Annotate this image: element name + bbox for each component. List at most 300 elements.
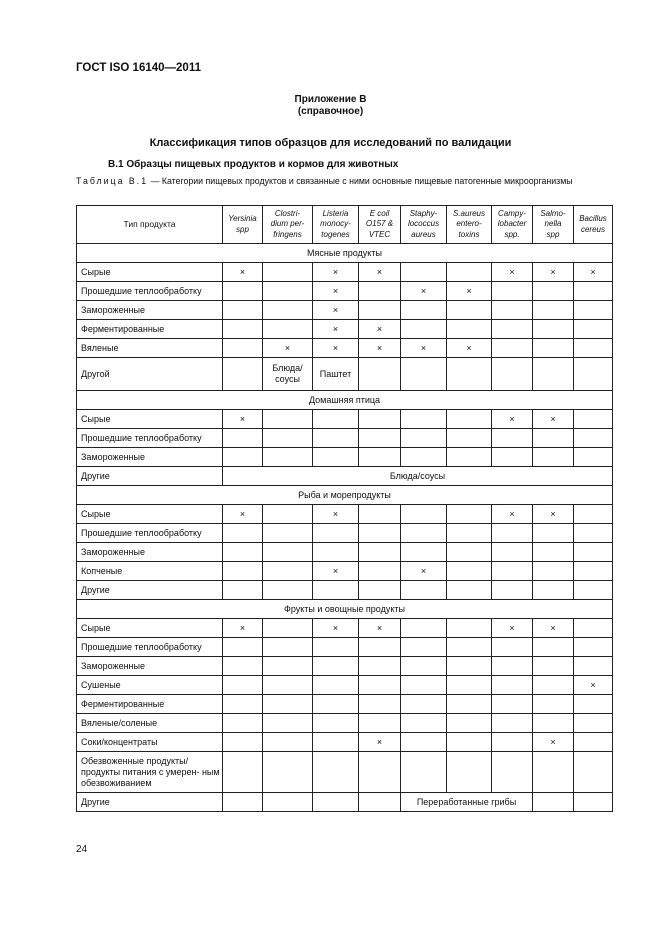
column-header-pathogen <box>574 206 613 244</box>
presence-mark-cell: × <box>533 733 574 752</box>
table-row <box>77 714 613 733</box>
presence-mark-cell: × <box>223 410 263 429</box>
presence-mark-cell: × <box>401 339 447 358</box>
empty-cell <box>263 695 313 714</box>
presence-mark-cell: × <box>492 263 533 282</box>
empty-cell <box>313 793 359 812</box>
empty-cell <box>263 448 313 467</box>
table-row <box>77 410 613 429</box>
presence-mark-cell: × <box>574 676 613 695</box>
empty-cell <box>359 638 401 657</box>
empty-cell <box>574 695 613 714</box>
column-header-line: O157 & <box>365 219 394 229</box>
pathogen-table <box>76 205 613 812</box>
empty-cell <box>223 429 263 448</box>
table-row <box>77 301 613 320</box>
empty-cell <box>533 543 574 562</box>
empty-cell <box>359 524 401 543</box>
table-caption <box>76 176 616 187</box>
column-header-line: S.aureus <box>452 208 486 218</box>
empty-cell <box>223 282 263 301</box>
empty-cell <box>223 714 263 733</box>
table-row <box>77 562 613 581</box>
column-header-pathogen <box>223 206 263 244</box>
spanning-note-cell: Блюда/соусы <box>223 467 613 486</box>
presence-mark-cell: × <box>313 263 359 282</box>
empty-cell <box>447 562 492 581</box>
presence-mark-cell: × <box>447 282 492 301</box>
column-header-line: Staphy- <box>409 208 438 218</box>
column-header-line: spp <box>546 229 560 239</box>
presence-mark-cell: × <box>401 282 447 301</box>
annex-heading <box>0 94 661 118</box>
product-type-cell: Замороженные <box>77 448 223 467</box>
presence-mark-cell: × <box>263 339 313 358</box>
empty-cell <box>574 562 613 581</box>
empty-cell <box>574 543 613 562</box>
empty-cell <box>447 581 492 600</box>
product-type-cell: Сырые <box>77 263 223 282</box>
empty-cell <box>447 619 492 638</box>
column-header-line: nella <box>544 219 562 229</box>
table-row <box>77 448 613 467</box>
product-type-cell: Сырые <box>77 505 223 524</box>
empty-cell <box>263 562 313 581</box>
empty-cell <box>263 410 313 429</box>
empty-cell <box>313 676 359 695</box>
column-header-line: fringens <box>273 229 302 239</box>
empty-cell <box>401 657 447 676</box>
empty-cell <box>401 505 447 524</box>
column-header-pathogen <box>359 206 401 244</box>
empty-cell <box>359 282 401 301</box>
empty-cell <box>401 320 447 339</box>
empty-cell <box>401 619 447 638</box>
empty-cell <box>447 320 492 339</box>
column-header-line: spp. <box>504 229 520 239</box>
empty-cell <box>263 301 313 320</box>
empty-cell <box>263 657 313 676</box>
empty-cell <box>492 524 533 543</box>
presence-mark-cell: × <box>359 263 401 282</box>
empty-cell <box>401 358 447 391</box>
product-type-cell: Замороженные <box>77 301 223 320</box>
empty-cell <box>401 543 447 562</box>
empty-cell <box>533 301 574 320</box>
empty-cell <box>401 695 447 714</box>
empty-cell <box>223 358 263 391</box>
empty-cell <box>533 752 574 793</box>
page-number: 24 <box>76 844 88 855</box>
empty-cell <box>533 320 574 339</box>
group-title: Рыба и морепродукты <box>77 486 613 505</box>
empty-cell <box>574 752 613 793</box>
empty-cell <box>223 448 263 467</box>
presence-mark-cell: × <box>533 410 574 429</box>
empty-cell <box>313 657 359 676</box>
empty-cell <box>223 562 263 581</box>
product-type-cell: Вяленые/соленые <box>77 714 223 733</box>
product-type-cell: Вяленые <box>77 339 223 358</box>
group-title: Домашняя птица <box>77 391 613 410</box>
empty-cell <box>492 638 533 657</box>
empty-cell <box>313 429 359 448</box>
presence-mark-cell: × <box>359 320 401 339</box>
column-header-line: VTEC <box>368 229 391 239</box>
empty-cell <box>313 638 359 657</box>
empty-cell <box>533 638 574 657</box>
presence-mark-cell: × <box>574 263 613 282</box>
empty-cell <box>574 714 613 733</box>
column-header-line: Salmo- <box>540 208 566 218</box>
spanning-note-cell: Переработанные грибы <box>401 793 533 812</box>
empty-cell <box>447 505 492 524</box>
table-row <box>77 282 613 301</box>
empty-cell <box>359 793 401 812</box>
table-row <box>77 339 613 358</box>
empty-cell <box>359 301 401 320</box>
empty-cell <box>263 619 313 638</box>
empty-cell <box>574 320 613 339</box>
product-type-cell: Прошедшие теплообработку <box>77 429 223 448</box>
section-title: Классификация типов образцов для исследований по валидации <box>149 137 512 149</box>
table-row <box>77 358 613 391</box>
empty-cell <box>223 793 263 812</box>
presence-mark-cell: × <box>313 505 359 524</box>
product-type-cell: Другой <box>77 358 223 391</box>
empty-cell <box>574 448 613 467</box>
table-group-row <box>77 486 613 505</box>
presence-mark-cell: × <box>313 282 359 301</box>
empty-cell <box>263 429 313 448</box>
table-row <box>77 263 613 282</box>
empty-cell <box>447 733 492 752</box>
empty-cell <box>223 752 263 793</box>
table-group-row <box>77 600 613 619</box>
empty-cell <box>447 263 492 282</box>
empty-cell <box>574 793 613 812</box>
empty-cell <box>401 581 447 600</box>
empty-cell <box>492 429 533 448</box>
product-type-cell: Прошедшие теплообработку <box>77 282 223 301</box>
empty-cell <box>223 733 263 752</box>
presence-mark-cell: × <box>313 339 359 358</box>
presence-mark-cell: × <box>223 619 263 638</box>
table-row <box>77 581 613 600</box>
presence-mark-cell: × <box>492 505 533 524</box>
empty-cell <box>263 793 313 812</box>
empty-cell <box>574 505 613 524</box>
empty-cell <box>533 282 574 301</box>
empty-cell <box>447 695 492 714</box>
empty-cell <box>533 793 574 812</box>
empty-cell <box>574 638 613 657</box>
document-header: ГОСТ ISO 16140—2011 <box>76 62 201 74</box>
table-row <box>77 695 613 714</box>
empty-cell <box>533 448 574 467</box>
product-type-cell: Сырые <box>77 410 223 429</box>
presence-mark-cell: × <box>359 619 401 638</box>
empty-cell <box>447 543 492 562</box>
column-header-line: lococcus <box>407 219 440 229</box>
empty-cell <box>401 638 447 657</box>
empty-cell <box>533 524 574 543</box>
column-header-line: Campy- <box>497 208 526 218</box>
presence-mark-cell: × <box>492 619 533 638</box>
empty-cell <box>313 524 359 543</box>
empty-cell <box>223 638 263 657</box>
presence-mark-cell: × <box>533 263 574 282</box>
table-row <box>77 320 613 339</box>
empty-cell <box>447 657 492 676</box>
empty-cell <box>223 301 263 320</box>
product-type-cell: Прошедшие теплообработку <box>77 638 223 657</box>
product-type-cell: Соки/концентраты <box>77 733 223 752</box>
empty-cell <box>359 695 401 714</box>
empty-cell <box>574 429 613 448</box>
empty-cell <box>492 448 533 467</box>
column-header-line: E coil <box>369 208 390 218</box>
empty-cell <box>401 752 447 793</box>
annex-note: (справочное) <box>297 106 364 117</box>
product-type-cell: Другие <box>77 467 223 486</box>
product-type-cell: Другие <box>77 793 223 812</box>
column-header-line: Bacillus <box>579 214 607 223</box>
table-row <box>77 429 613 448</box>
empty-cell <box>223 676 263 695</box>
empty-cell <box>401 733 447 752</box>
empty-cell <box>492 339 533 358</box>
empty-cell <box>359 657 401 676</box>
column-header-pathogen <box>401 206 447 244</box>
table-group-row <box>77 391 613 410</box>
table-header-row <box>77 206 613 244</box>
empty-cell <box>447 638 492 657</box>
empty-cell <box>223 657 263 676</box>
empty-cell <box>492 562 533 581</box>
empty-cell <box>492 320 533 339</box>
table-caption-text: — Категории пищевых продуктов и связанные с ними основные пищевые патогенные микроорганизмы <box>148 176 573 186</box>
empty-cell <box>447 524 492 543</box>
empty-cell <box>574 301 613 320</box>
empty-cell <box>313 581 359 600</box>
empty-cell <box>223 543 263 562</box>
empty-cell <box>401 301 447 320</box>
empty-cell <box>533 562 574 581</box>
presence-mark-cell: × <box>223 505 263 524</box>
empty-cell <box>313 410 359 429</box>
empty-cell <box>263 752 313 793</box>
empty-cell <box>492 657 533 676</box>
empty-cell <box>492 543 533 562</box>
empty-cell <box>359 543 401 562</box>
empty-cell <box>447 358 492 391</box>
empty-cell <box>263 505 313 524</box>
column-header-line: toxins <box>458 229 480 239</box>
empty-cell <box>313 695 359 714</box>
column-header-line: lobacter <box>497 219 527 229</box>
empty-cell <box>359 448 401 467</box>
empty-cell <box>313 448 359 467</box>
empty-cell <box>492 714 533 733</box>
table-row <box>77 657 613 676</box>
empty-cell <box>359 752 401 793</box>
empty-cell <box>492 733 533 752</box>
empty-cell <box>263 714 313 733</box>
presence-mark-cell: × <box>313 619 359 638</box>
empty-cell <box>492 676 533 695</box>
presence-mark-cell: × <box>313 562 359 581</box>
empty-cell <box>401 524 447 543</box>
empty-cell <box>263 282 313 301</box>
empty-cell <box>492 358 533 391</box>
table-row <box>77 467 613 486</box>
table-group-row <box>77 244 613 263</box>
empty-cell <box>223 339 263 358</box>
empty-cell <box>223 695 263 714</box>
empty-cell <box>533 695 574 714</box>
column-header-line: Listeria <box>322 208 349 218</box>
table-caption-label: Таблица В.1 <box>76 176 149 186</box>
empty-cell <box>263 638 313 657</box>
empty-cell <box>574 339 613 358</box>
empty-cell <box>313 714 359 733</box>
empty-cell <box>492 581 533 600</box>
empty-cell <box>223 320 263 339</box>
empty-cell <box>223 524 263 543</box>
product-type-cell: Сушеные <box>77 676 223 695</box>
empty-cell <box>263 524 313 543</box>
table-row <box>77 543 613 562</box>
column-header-line: Clostri- <box>274 208 301 218</box>
group-title: Мясные продукты <box>77 244 613 263</box>
empty-cell <box>533 714 574 733</box>
empty-cell <box>263 733 313 752</box>
presence-mark-cell: × <box>313 301 359 320</box>
empty-cell <box>533 358 574 391</box>
empty-cell <box>574 410 613 429</box>
table-row <box>77 619 613 638</box>
empty-cell <box>401 429 447 448</box>
note-cell: Паштет <box>313 358 359 391</box>
empty-cell <box>574 282 613 301</box>
empty-cell <box>401 714 447 733</box>
presence-mark-cell: × <box>359 339 401 358</box>
empty-cell <box>447 448 492 467</box>
table-row <box>77 733 613 752</box>
presence-mark-cell: × <box>359 733 401 752</box>
annex-title: Приложение В <box>294 94 367 105</box>
product-type-cell: Другие <box>77 581 223 600</box>
empty-cell <box>359 429 401 448</box>
empty-cell <box>263 581 313 600</box>
empty-cell <box>533 429 574 448</box>
product-type-cell: Сырые <box>77 619 223 638</box>
table-row <box>77 638 613 657</box>
empty-cell <box>492 282 533 301</box>
table-body <box>77 244 613 812</box>
column-header-pathogen <box>313 206 359 244</box>
column-header-line: spp <box>236 224 249 234</box>
empty-cell <box>263 263 313 282</box>
empty-cell <box>492 695 533 714</box>
column-header-pathogen <box>533 206 574 244</box>
note-cell: Блюда/ соусы <box>263 358 313 391</box>
column-header-line: cereus <box>580 224 605 234</box>
presence-mark-cell: × <box>313 320 359 339</box>
table-row <box>77 505 613 524</box>
empty-cell <box>574 619 613 638</box>
presence-mark-cell: × <box>492 410 533 429</box>
column-header-pathogen <box>447 206 492 244</box>
table-row <box>77 793 613 812</box>
column-header-line: aureus <box>411 229 436 239</box>
empty-cell <box>533 581 574 600</box>
column-header-line: Yersinia <box>228 214 257 223</box>
empty-cell <box>313 543 359 562</box>
presence-mark-cell: × <box>401 562 447 581</box>
product-type-cell: Ферментированные <box>77 320 223 339</box>
empty-cell <box>359 676 401 695</box>
empty-cell <box>359 562 401 581</box>
empty-cell <box>574 581 613 600</box>
empty-cell <box>223 581 263 600</box>
empty-cell <box>263 676 313 695</box>
empty-cell <box>533 657 574 676</box>
empty-cell <box>492 752 533 793</box>
empty-cell <box>401 676 447 695</box>
empty-cell <box>447 714 492 733</box>
empty-cell <box>447 752 492 793</box>
empty-cell <box>574 657 613 676</box>
empty-cell <box>574 733 613 752</box>
empty-cell <box>447 301 492 320</box>
empty-cell <box>574 524 613 543</box>
table-row <box>77 676 613 695</box>
column-header-pathogen <box>492 206 533 244</box>
column-header-line: monocy- <box>320 219 351 229</box>
presence-mark-cell: × <box>447 339 492 358</box>
product-type-cell: Ферментированные <box>77 695 223 714</box>
group-title: Фрукты и овощные продукты <box>77 600 613 619</box>
empty-cell <box>447 429 492 448</box>
product-type-cell: Копченые <box>77 562 223 581</box>
column-header-product-type: Тип продукта <box>77 206 223 244</box>
empty-cell <box>492 301 533 320</box>
table-row <box>77 524 613 543</box>
empty-cell <box>447 410 492 429</box>
empty-cell <box>263 543 313 562</box>
empty-cell <box>447 676 492 695</box>
empty-cell <box>313 752 359 793</box>
presence-mark-cell: × <box>223 263 263 282</box>
column-header-line: dium per- <box>270 219 305 229</box>
presence-mark-cell: × <box>533 619 574 638</box>
empty-cell <box>263 320 313 339</box>
empty-cell <box>401 410 447 429</box>
empty-cell <box>359 410 401 429</box>
column-header-pathogen <box>263 206 313 244</box>
subsection-title: В.1 Образцы пищевых продуктов и кормов для животных <box>108 159 399 170</box>
empty-cell <box>313 733 359 752</box>
empty-cell <box>359 714 401 733</box>
product-type-cell: Замороженные <box>77 543 223 562</box>
column-header-line: togenes <box>321 229 350 239</box>
empty-cell <box>574 358 613 391</box>
empty-cell <box>401 448 447 467</box>
empty-cell <box>533 676 574 695</box>
empty-cell <box>359 581 401 600</box>
